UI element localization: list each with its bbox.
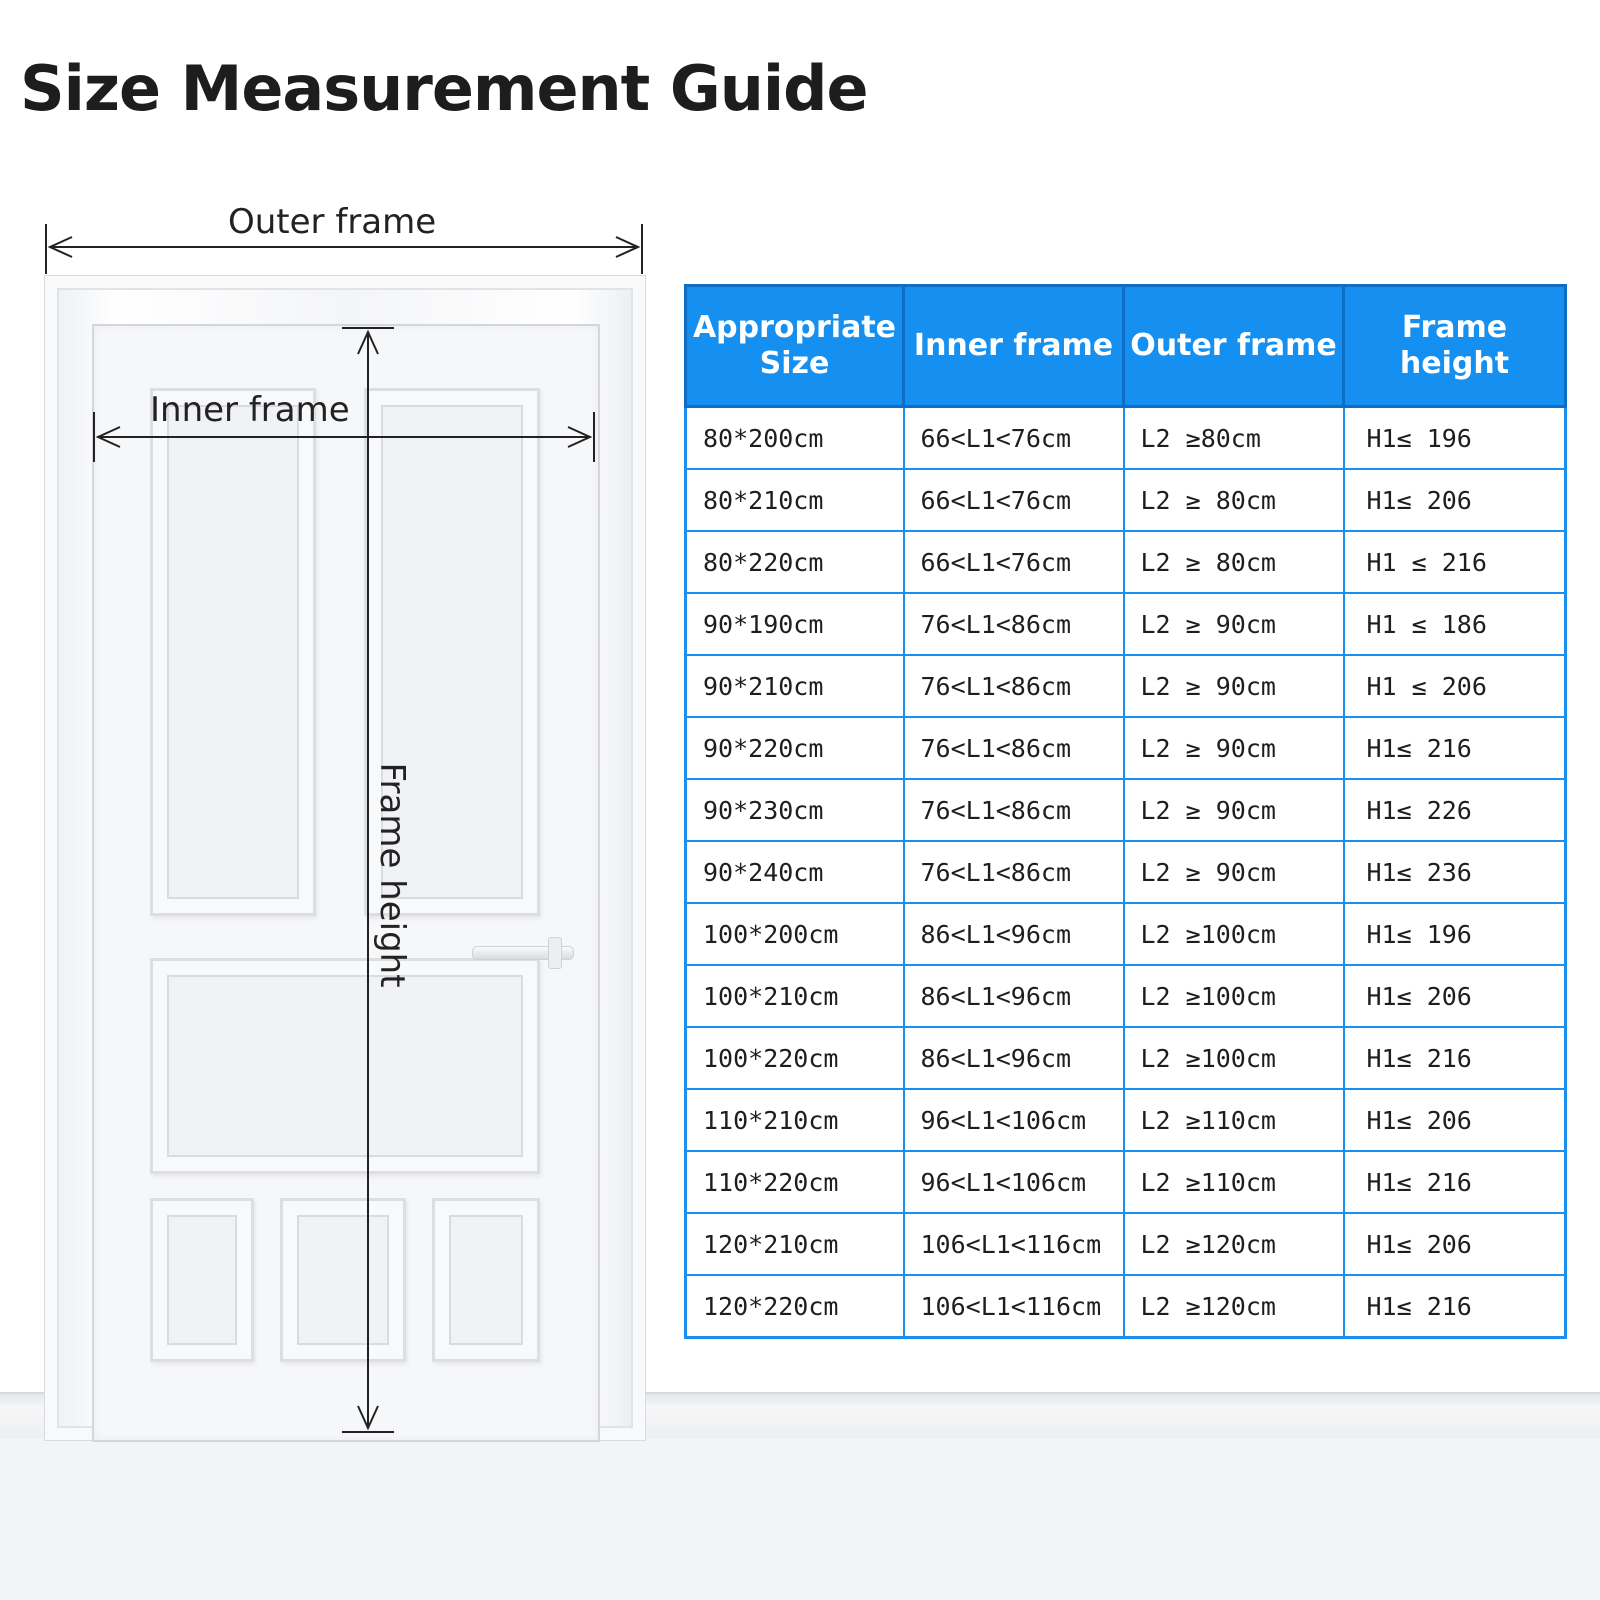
cell-outer-frame: L2 ≥ 80cm xyxy=(1124,469,1344,531)
size-table xyxy=(684,284,1567,1339)
cell-outer-frame: L2 ≥ 90cm xyxy=(1124,593,1344,655)
cell-frame-height: H1≤ 206 xyxy=(1344,1213,1566,1275)
cell-outer-frame: L2 ≥100cm xyxy=(1124,903,1344,965)
cell-size: 100*220cm xyxy=(686,1027,904,1089)
cell-outer-frame: L2 ≥ 90cm xyxy=(1124,655,1344,717)
cell-frame-height: H1 ≤ 186 xyxy=(1344,593,1566,655)
cell-size: 100*210cm xyxy=(686,965,904,1027)
cell-size: 90*190cm xyxy=(686,593,904,655)
cell-size: 90*240cm xyxy=(686,841,904,903)
cell-frame-height: H1≤ 206 xyxy=(1344,469,1566,531)
header-frame-height: Frame height xyxy=(1344,286,1566,407)
cell-frame-height: H1≤ 216 xyxy=(1344,717,1566,779)
table-row xyxy=(686,469,1566,531)
cell-inner-frame: 76<L1<86cm xyxy=(904,655,1124,717)
cell-size: 120*220cm xyxy=(686,1275,904,1338)
cell-inner-frame: 86<L1<96cm xyxy=(904,1027,1124,1089)
cell-size: 80*200cm xyxy=(686,407,904,470)
table-row xyxy=(686,531,1566,593)
cell-outer-frame: L2 ≥110cm xyxy=(1124,1089,1344,1151)
cell-outer-frame: L2 ≥ 90cm xyxy=(1124,779,1344,841)
cell-inner-frame: 76<L1<86cm xyxy=(904,779,1124,841)
table-row xyxy=(686,1213,1566,1275)
cell-outer-frame: L2 ≥ 90cm xyxy=(1124,841,1344,903)
cell-frame-height: H1≤ 196 xyxy=(1344,407,1566,470)
cell-inner-frame: 66<L1<76cm xyxy=(904,531,1124,593)
cell-inner-frame: 76<L1<86cm xyxy=(904,717,1124,779)
table-row xyxy=(686,841,1566,903)
cell-size: 80*220cm xyxy=(686,531,904,593)
cell-frame-height: H1≤ 206 xyxy=(1344,965,1566,1027)
cell-inner-frame: 96<L1<106cm xyxy=(904,1151,1124,1213)
cell-inner-frame: 66<L1<76cm xyxy=(904,407,1124,470)
cell-frame-height: H1 ≤ 206 xyxy=(1344,655,1566,717)
table-row xyxy=(686,779,1566,841)
cell-inner-frame: 66<L1<76cm xyxy=(904,469,1124,531)
cell-frame-height: H1≤ 216 xyxy=(1344,1275,1566,1338)
cell-size: 90*230cm xyxy=(686,779,904,841)
cell-outer-frame: L2 ≥ 80cm xyxy=(1124,531,1344,593)
cell-size: 120*210cm xyxy=(686,1213,904,1275)
table-row xyxy=(686,717,1566,779)
outer-frame-label: Outer frame xyxy=(228,202,437,242)
cell-inner-frame: 76<L1<86cm xyxy=(904,841,1124,903)
cell-frame-height: H1≤ 206 xyxy=(1344,1089,1566,1151)
table-row xyxy=(686,965,1566,1027)
cell-inner-frame: 106<L1<116cm xyxy=(904,1213,1124,1275)
cell-size: 90*220cm xyxy=(686,717,904,779)
cell-frame-height: H1≤ 236 xyxy=(1344,841,1566,903)
cell-inner-frame: 76<L1<86cm xyxy=(904,593,1124,655)
cell-size: 80*210cm xyxy=(686,469,904,531)
cell-outer-frame: L2 ≥ 90cm xyxy=(1124,717,1344,779)
table-row xyxy=(686,1275,1566,1338)
table-row xyxy=(686,407,1566,470)
cell-frame-height: H1≤ 226 xyxy=(1344,779,1566,841)
cell-frame-height: H1≤ 216 xyxy=(1344,1151,1566,1213)
header-appropriate-size: Appropriate Size xyxy=(686,286,904,407)
inner-frame-label: Inner frame xyxy=(150,390,350,430)
cell-inner-frame: 106<L1<116cm xyxy=(904,1275,1124,1338)
cell-outer-frame: L2 ≥100cm xyxy=(1124,965,1344,1027)
cell-size: 100*200cm xyxy=(686,903,904,965)
table-row xyxy=(686,1089,1566,1151)
header-outer-frame: Outer frame xyxy=(1124,286,1344,407)
header-inner-frame: Inner frame xyxy=(904,286,1124,407)
cell-outer-frame: L2 ≥80cm xyxy=(1124,407,1344,470)
cell-outer-frame: L2 ≥110cm xyxy=(1124,1151,1344,1213)
cell-frame-height: H1 ≤ 216 xyxy=(1344,531,1566,593)
table-row xyxy=(686,655,1566,717)
table-header-row xyxy=(686,286,1566,407)
cell-inner-frame: 86<L1<96cm xyxy=(904,903,1124,965)
cell-inner-frame: 86<L1<96cm xyxy=(904,965,1124,1027)
page-title: Size Measurement Guide xyxy=(20,52,868,125)
cell-size: 110*220cm xyxy=(686,1151,904,1213)
cell-frame-height: H1≤ 216 xyxy=(1344,1027,1566,1089)
cell-size: 110*210cm xyxy=(686,1089,904,1151)
cell-outer-frame: L2 ≥120cm xyxy=(1124,1213,1344,1275)
cell-outer-frame: L2 ≥120cm xyxy=(1124,1275,1344,1338)
cell-frame-height: H1≤ 196 xyxy=(1344,903,1566,965)
table-row xyxy=(686,593,1566,655)
cell-outer-frame: L2 ≥100cm xyxy=(1124,1027,1344,1089)
cell-inner-frame: 96<L1<106cm xyxy=(904,1089,1124,1151)
cell-size: 90*210cm xyxy=(686,655,904,717)
table-row xyxy=(686,1027,1566,1089)
table-row xyxy=(686,1151,1566,1213)
table-row xyxy=(686,903,1566,965)
frame-height-label: Frame height xyxy=(372,762,412,988)
